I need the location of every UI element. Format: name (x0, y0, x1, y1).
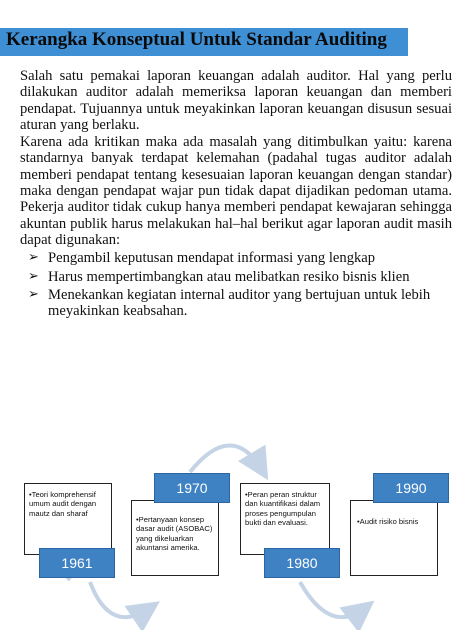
arrow-bullet-icon: ➢ (28, 268, 39, 284)
arrow-bullet-icon: ➢ (28, 286, 39, 302)
timeline-box-1970 (131, 500, 219, 576)
timeline-text-1961: •Teori komprehensif umum audit dengan mautz dan sharaf (29, 490, 97, 518)
arrow-bullet-icon: ➢ (28, 250, 39, 266)
timeline-box-1961 (24, 483, 112, 555)
body-text (20, 68, 452, 321)
timeline-text-1980: •Peran peran struktur dan kuantifikasi dalam proses pengumpulan bukti dan evaluasi. (245, 490, 321, 528)
timeline-diagram (0, 430, 474, 630)
arc-1961-1970 (90, 582, 150, 617)
bullet-list (20, 250, 452, 319)
list-item: ➢ Pengambil keputusan mendapat informasi yang lengkap (28, 250, 376, 267)
timeline-text-1970: •Pertanyaan konsep dasar audit (ASOBAC) yang dikeluarkan akuntansi amerika. (136, 515, 213, 553)
arc-1970-1980 (190, 445, 262, 472)
title-bar (0, 28, 408, 56)
year-badge-1970: 1970 (154, 473, 230, 503)
year-badge-1980: 1980 (264, 548, 340, 578)
year-badge-1961: 1961 (39, 548, 115, 578)
timeline-box-1990 (350, 500, 438, 576)
page-title: Kerangka Konseptual Untuk Standar Auditing (6, 29, 387, 50)
arc-1980-1990 (300, 582, 365, 617)
list-item: ➢ Harus mempertimbangkan atau melibatkan resiko bisnis klien (28, 268, 410, 285)
paragraph-2: Karena ada kritikan maka ada masalah yang ditimbulkan yaitu: karena standarnya banyak terdapat kelemahan (padahal tugas auditor adalah memberi pendapat tentang kesesuaian laporan keuangan dengan standar) maka dengan pendapat wajar pun tidak dapat dijadikan pedoman utama. Pekerja auditor tidak cukup hanya memberi pendapat kewajaran sehingga akuntan publik harus melakukan hal–hal berikut agar laporan audit masih dapat digunakan: (20, 134, 452, 248)
timeline-text-1990: •Audit risiko bisnis (357, 517, 419, 526)
timeline-box-1980 (240, 483, 330, 555)
list-item: ➢ Menekankan kegiatan internal auditor yang bertujuan untuk lebih meyakinkan keabsahan. (28, 286, 431, 320)
paragraph-1: Salah satu pemakai laporan keuangan adalah auditor. Hal yang perlu dilakukan auditor adalah memeriksa laporan keuangan dan memberi pendapat. Tujuannya untuk meyakinkan laporan keuangan disusun sesuai aturan yang berlaku. (20, 68, 452, 133)
year-badge-1990: 1990 (373, 473, 449, 503)
